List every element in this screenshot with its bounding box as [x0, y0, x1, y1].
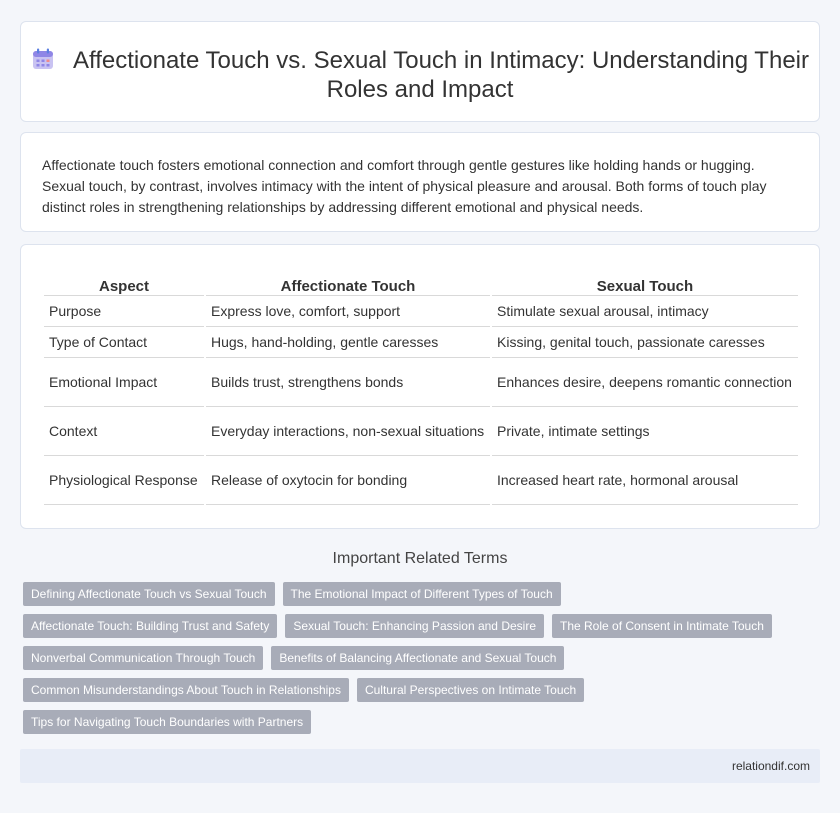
intro-card [20, 132, 820, 232]
table-cell: Purpose [44, 296, 204, 327]
table-cell: Context [44, 407, 204, 456]
table-cell: Kissing, genital touch, passionate caresses [492, 327, 798, 358]
table-row [44, 456, 798, 505]
table-row [44, 358, 798, 407]
table-cell: Express love, comfort, support [206, 296, 490, 327]
related-term-tag[interactable]: Affectionate Touch: Building Trust and Safety [23, 614, 277, 638]
related-terms-list [23, 582, 813, 742]
related-term-tag[interactable]: The Emotional Impact of Different Types of Touch [283, 582, 561, 606]
table-cell: Release of oxytocin for bonding [206, 456, 490, 505]
table-cell: Private, intimate settings [492, 407, 798, 456]
footer [20, 749, 820, 783]
table-row [44, 296, 798, 327]
table-row [44, 327, 798, 358]
calendar-icon [31, 47, 55, 71]
related-term-tag[interactable]: The Role of Consent in Intimate Touch [552, 614, 772, 638]
related-term-tag[interactable]: Tips for Navigating Touch Boundaries with Partners [23, 710, 311, 734]
table-row [44, 407, 798, 456]
related-term-tag[interactable]: Benefits of Balancing Affectionate and Sexual Touch [271, 646, 564, 670]
table-cell: Physiological Response [44, 456, 204, 505]
table-cell: Everyday interactions, non-sexual situations [206, 407, 490, 456]
related-term-tag[interactable]: Sexual Touch: Enhancing Passion and Desire [285, 614, 544, 638]
table-cell: Builds trust, strengthens bonds [206, 358, 490, 407]
related-term-tag[interactable]: Nonverbal Communication Through Touch [23, 646, 263, 670]
page-title-wrap [21, 46, 819, 104]
column-header-sexual: Sexual Touch [492, 274, 798, 296]
related-term-tag[interactable]: Defining Affectionate Touch vs Sexual Touch [23, 582, 275, 606]
intro-text: Affectionate touch fosters emotional connection and comfort through gentle gestures like holding hands or hugging. Sexual touch, by contrast, involves intimacy with the intent of physical pleasure and arousal. Both forms of touch play distinct roles in strengthening relationships by addressing different emotional and physical needs. [42, 157, 767, 215]
title-card [20, 21, 820, 122]
related-terms-heading: Important Related Terms [332, 550, 508, 567]
table-header-row [44, 274, 798, 296]
related-term-tag[interactable]: Cultural Perspectives on Intimate Touch [357, 678, 584, 702]
table-cell: Increased heart rate, hormonal arousal [492, 456, 798, 505]
table-cell: Stimulate sexual arousal, intimacy [492, 296, 798, 327]
table-cell: Emotional Impact [44, 358, 204, 407]
page-title: Affectionate Touch vs. Sexual Touch in Intimacy: Understanding Their Roles and Impact [73, 47, 809, 103]
table-cell: Type of Contact [44, 327, 204, 358]
column-header-aspect: Aspect [44, 274, 204, 296]
comparison-table [42, 274, 800, 505]
footer-site-link[interactable]: relationdif.com [731, 759, 810, 773]
table-cell: Hugs, hand-holding, gentle caresses [206, 327, 490, 358]
related-term-tag[interactable]: Common Misunderstandings About Touch in Relationships [23, 678, 349, 702]
table-cell: Enhances desire, deepens romantic connection [492, 358, 798, 407]
column-header-affectionate: Affectionate Touch [206, 274, 490, 296]
comparison-table-card [20, 244, 820, 529]
